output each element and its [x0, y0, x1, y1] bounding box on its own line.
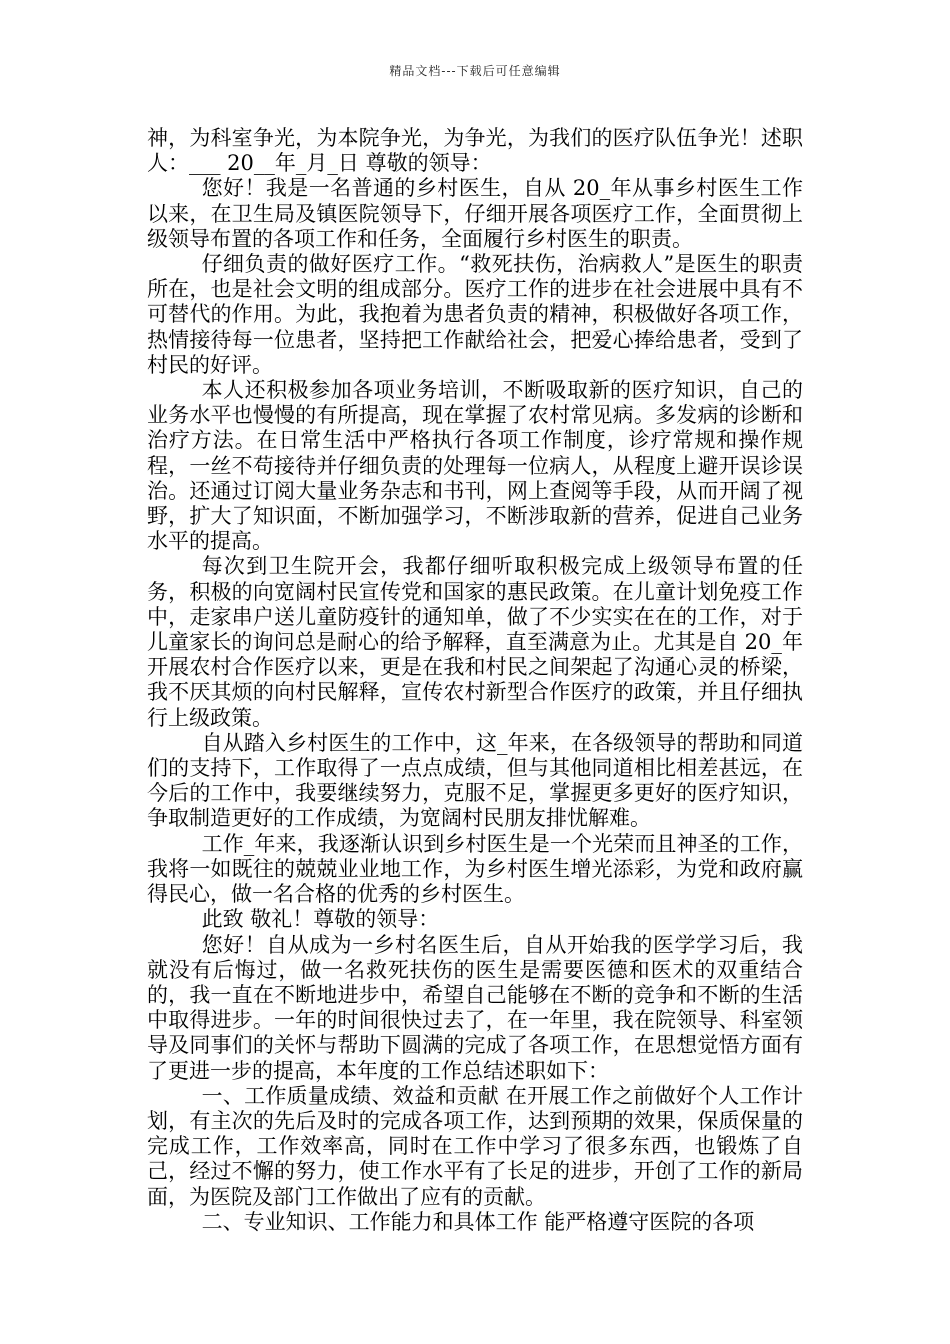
paragraph-training: 本人还积极参加各项业务培训，不断吸取新的医疗知识，自己的业务水平也慢慢的有所提高，现在掌握了农村常见病。多发病的诊断和治疗方法。在日常生活中严格执行各项工作制度，诊疗常规和操作规程，一丝不苟接待并仔细负责的处理每一位病人，从程度上避开误诊误治。还通过订阅大量业务杂志和书刊，网上查阅等手段，从而开阔了视野，扩大了知识面，不断加强学习，不断涉取新的营养，促进自己业务水平的提高。 — [147, 378, 803, 554]
document-body — [147, 126, 803, 1235]
page-header: 精品文档---下载后可任意编辑 — [389, 64, 561, 78]
paragraph-greeting-1: 您好！我是一名普通的乡村医生，自从 20_年从事乡村医生工作以来，在卫生局及镇医院领导下，仔细开展各项医疗工作，全面贯彻上级领导布置的各项工作和任务，全面履行乡村医生的职责。 — [147, 176, 803, 251]
paragraph-commitment: 工作_年来，我逐渐认识到乡村医生是一个光荣而且神圣的工作，我将一如既往的兢兢业业地工作，为乡村医生增光添彩，为党和政府赢得民心，做一名合格的优秀的乡村医生。 — [147, 831, 803, 907]
paragraph-section-one: 一、工作质量成绩、效益和贡献 在开展工作之前做好个人工作计划，有主次的先后及时的完成各项工作，达到预期的效果，保质保量的完成工作，工作效率高，同时在工作中学习了很多东西，也锻炼了自己，经过不懈的努力，使工作水平有了长足的进步，开创了工作的新局面，为医院及部门工作做出了应有的贡献。 — [147, 1083, 803, 1209]
paragraph-medical-duty: 仔细负责的做好医疗工作。“救死扶伤，治病救人”是医生的职责所在，也是社会文明的组成部分。医疗工作的进步在社会进展中具有不可替代的作用。为此，我抱着为患者负责的精神，积极做好各项工作，热情接待每一位患者，坚持把工作献给社会，把爱心捧给患者，受到了村民的好评。 — [147, 252, 803, 377]
paragraph-section-two: 二、专业知识、工作能力和具体工作 能严格遵守医院的各项 — [201, 1209, 755, 1234]
paragraph-meetings: 每次到卫生院开会，我都仔细听取积极完成上级领导布置的任务，积极的向宽阔村民宣传党和国家的惠民政策。在儿童计划免疫工作中，走家串户送儿童防疫针的通知单，做了不少实实在在的工作，对于儿童家长的询问总是耐心的给予解释，直至满意为止。尤其是自 20_年开展农村合作医疗以来，更是在我和村民之间架起了沟通心灵的桥梁，我不厌其烦的向村民解释，宣传农村新型合作医疗的政策，并且仔细执行上级政策。 — [147, 554, 803, 730]
paragraph-greeting-2: 您好！自从成为一乡村名医生后，自从开始我的医学学习后，我就没有后悔过，做一名救死扶伤的医生是需要医德和医术的双重结合的，我一直在不断地进步中，希望自己能够在不断的竞争和不断的生活中取得进步。一年的时间很快过去了，在一年里，我在院领导、科室领导及同事们的关怀与帮助下圆满的完成了各项工作，在思想觉悟方面有了更进一步的提高，本年度的工作总结述职如下： — [147, 932, 803, 1083]
paragraph-achievements: 自从踏入乡村医生的工作中，这_年来，在各级领导的帮助和同道们的支持下，工作取得了一点点成绩，但与其他同道相比相差甚远，在今后的工作中，我要继续努力，克服不足，掌握更多更好的医疗知识，争取制造更好的工作成绩，为宽阔村民朋友排忧解难。 — [147, 730, 803, 831]
paragraph-intro: 神，为科室争光，为本院争光，为争光，为我们的医疗队伍争光！述职人：___ 20__年_月_日 尊敬的领导： — [147, 126, 803, 176]
paragraph-closing: 此致 敬礼！尊敬的领导： — [201, 907, 440, 932]
